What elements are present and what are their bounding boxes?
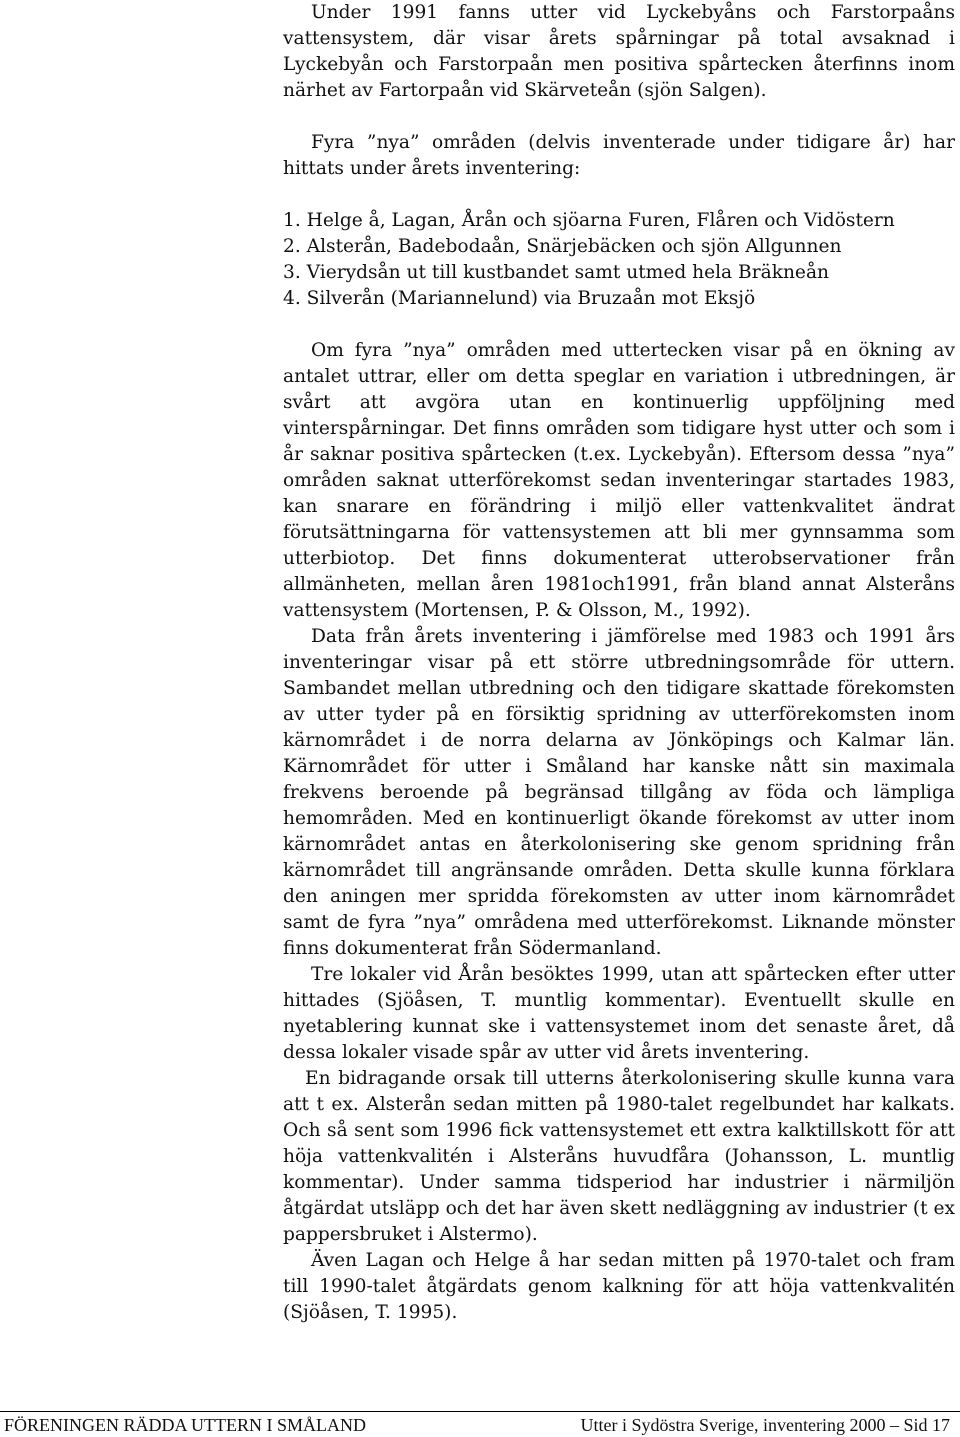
list-item: 2. Alsterån, Badebodaån, Snärjebäcken och sjön Allgunnen xyxy=(283,236,842,257)
document-body xyxy=(283,0,955,1326)
list-item: 3. Vierydsån ut till kustbandet samt utmed hela Bräkneån xyxy=(283,262,830,283)
paragraph-gap xyxy=(283,312,955,338)
paragraph-liming: En bidragande orsak till utterns återkolonisering skulle kunna vara att t ex. Alsterån sedan mitten på 1980-talet regelbundet har kalkats. Och så sent som 1996 fick vattensystemet ett extra kalktillskott för att höja vattenkvalitén i Alsteråns huvudfåra (Johansson, L. muntlig kommentar). Under samma tidsperiod har industrier i närmiljön åtgärdat utsläpp och det har även skett nedläggning av industrier (t ex pappersbruket i Alstermo). xyxy=(283,1068,955,1245)
footer-divider xyxy=(0,1411,960,1412)
paragraph-gap xyxy=(283,104,955,130)
paragraph-new-areas-intro: Fyra ”nya” områden (delvis inventerade under tidigare år) har hittats under årets inventering: xyxy=(283,132,955,179)
list-item: 4. Silverån (Mariannelund) via Bruzaån mot Eksjö xyxy=(283,288,756,309)
paragraph-lyckebyan: Under 1991 fanns utter vid Lyckebyåns och Farstorpaåns vattensystem, där visar årets spårningar på total avsaknad i Lyckebyån och Farstorpaån men positiva spårtecken återfinns inom närhet av Fartorpaån vid Skärveteån (sjön Salgen). xyxy=(283,2,955,101)
list-item: 1. Helge å, Lagan, Årån och sjöarna Furen, Flåren och Vidöstern xyxy=(283,210,895,231)
paragraph-distribution: Data från årets inventering i jämförelse med 1983 och 1991 års inventeringar visar på ett större utbredningsområde för uttern. Sambandet mellan utbredning och den tidigare skattade förekomsten av utter tyder på en försiktig spridning av utterförekomsten inom kärnområdet i de norra delarna av Jönköpings och Kalmar län. Kärnområdet för utter i Småland har kanske nått sin maximala frekvens beroende på begränsad tillgång av föda och lämpliga hemområden. Med en kontinuerligt ökande förekomst av utter inom kärnområdet antas en återkolonisering ske genom spridning från kärnområdet till angränsande områden. Detta skulle kunna förklara den aningen mer spridda förekomsten av utter inom kärnområdet samt de fyra ”nya” områdena med utterförekomst. Liknande mönster finns dokumenterat från Södermanland. xyxy=(283,626,955,959)
paragraph-gap xyxy=(283,182,955,208)
new-areas-list xyxy=(283,208,955,312)
paragraph-aran: Tre lokaler vid Årån besöktes 1999, utan att spårtecken efter utter hittades (Sjöåsen, T. muntlig kommentar). Eventuellt skulle en nyetablering kunnat ske i vattensystemet inom det senaste året, då dessa lokaler visade spår av utter vid årets inventering. xyxy=(283,964,955,1063)
page-footer xyxy=(0,1415,960,1437)
footer-page-info: Utter i Sydöstra Sverige, inventering 2000 – Sid 17 xyxy=(580,1415,950,1435)
paragraph-discussion: Om fyra ”nya” områden med uttertecken visar på en ökning av antalet uttrar, eller om detta speglar en variation i utbredningen, är svårt att avgöra utan en kontinuerlig uppföljning med vinterspårningar. Det finns områden som tidigare hyst utter och som i år saknar positiva spårtecken (t.ex. Lyckebyån). Eftersom dessa ”nya” områden saknat utterförekomst sedan inventeringar startades 1983, kan snarare en förändring i miljö eller vattenkvalitet ändrat förutsättningarna för vattensystemen att bli mer gynnsamma som utterbiotop. Det finns dokumenterat utterobservationer från allmänheten, mellan åren 1981och1991, från bland annat Alsteråns vattensystem (Mortensen, P. & Olsson, M., 1992). xyxy=(283,340,955,621)
paragraph-lagan-helge: Även Lagan och Helge å har sedan mitten på 1970-talet och fram till 1990-talet åtgärdats genom kalkning för att höja vattenkvalitén (Sjöåsen, T. 1995). xyxy=(283,1250,955,1323)
footer-organization: FÖRENINGEN RÄDDA UTTERN I SMÅLAND xyxy=(4,1415,366,1435)
